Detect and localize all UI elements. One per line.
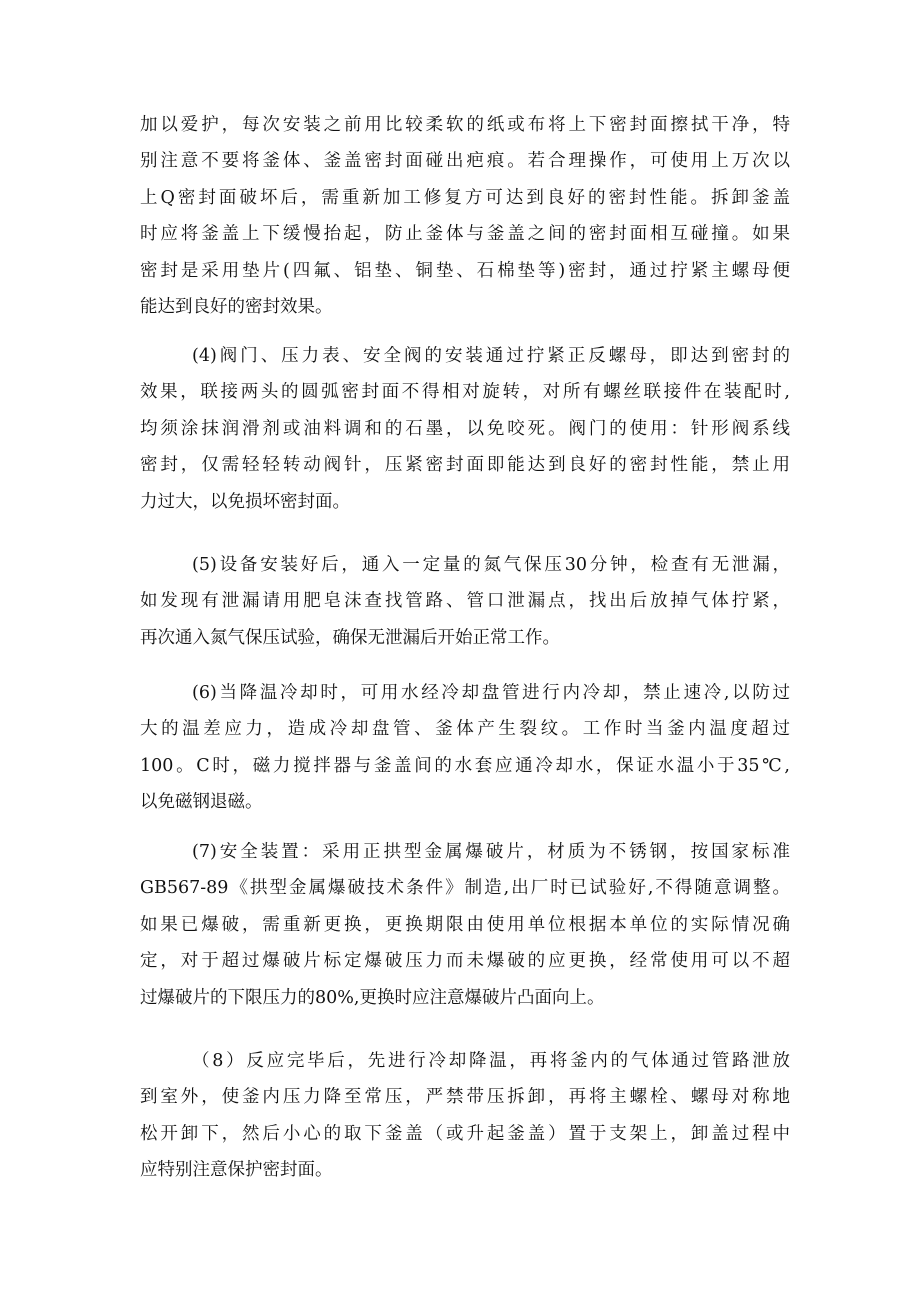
text-line: 以免磁钢退磁。 (140, 792, 263, 813)
text-line: 上Q密封面破坏后，需重新加工修复方可达到良好的密封性能。拆卸釜盖 (140, 187, 790, 208)
text-line: 100。C时，磁力搅拌器与釜盖间的水套应通冷却水，保证水温小于35℃, (140, 755, 790, 776)
text-line: 加以爱护，每次安装之前用比较柔软的纸或布将上下密封面擦拭干净，特 (140, 115, 790, 135)
paragraph-item-6 (140, 675, 790, 821)
text-line: 松开卸下，然后小心的取下釜盖（或升起釜盖）置于支架上，卸盖过程中 (140, 1123, 790, 1144)
text-line: 能达到良好的密封效果。 (140, 296, 333, 317)
text-line: 如发现有泄漏请用肥皂沫查找管路、管口泄漏点，找出后放掉气体拧紧， (140, 591, 790, 612)
paragraph-item-5 (140, 547, 790, 656)
text-line: 到室外，使釜内压力降至常压，严禁带压拆卸，再将主螺栓、螺母对称地 (140, 1087, 790, 1108)
text-line: 过爆破片的下限压力的80%,更换时应注意爆破片凸面向上。 (140, 987, 605, 1008)
text-line: 效果，联接两头的圆弧密封面不得相对旋转，对所有螺丝联接件在装配时, (140, 382, 790, 403)
text-line: GB567-89《拱型金属爆破技术条件》制造,出厂时已试验好,不得随意调整。 (140, 878, 790, 899)
text-line: (4)阀门、压力表、安全阀的安装通过拧紧正反螺母，即达到密封的 (192, 346, 790, 366)
text-line: 均须涂抹润滑剂或油料调和的石墨，以免咬死。阀门的使用：针形阀系线 (140, 418, 790, 439)
paragraph-sealing-care (140, 107, 790, 325)
text-line: 如果已爆破，需重新更换，更换期限由使用单位根据本单位的实际情况确 (140, 914, 790, 935)
text-line: (6)当降温冷却时，可用水经冷却盘管进行内冷却，禁止速冷,以防过 (192, 683, 790, 703)
text-line: 密封是采用垫片(四氟、铝垫、铜垫、石棉垫等)密封，通过拧紧主螺母便 (140, 260, 790, 281)
text-line: 别注意不要将釜体、釜盖密封面碰出疤痕。若合理操作，可使用上万次以 (140, 151, 790, 172)
text-line: (7)安全装置：采用正拱型金属爆破片，材质为不锈钢，按国家标准 (192, 842, 790, 862)
text-line: 密封，仅需轻轻转动阀针，压紧密封面即能达到良好的密封性能，禁止用 (140, 455, 790, 476)
text-line: 力过大，以免损坏密封面。 (140, 491, 350, 512)
text-line: 再次通入氮气保压试验，确保无泄漏后开始正常工作。 (140, 627, 560, 648)
text-line: 时应将釜盖上下缓慢抬起，防止釜体与釜盖之间的密封面相互碰撞。如果 (140, 224, 790, 245)
paragraph-item-4 (140, 338, 790, 520)
text-line: 定，对于超过爆破片标定爆破压力而未爆破的应更换，经常使用可以不超 (140, 951, 790, 972)
text-line: （8）反应完毕后，先进行冷却降温，再将釜内的气体通过管路泄放 (192, 1051, 790, 1071)
paragraph-item-8 (140, 1043, 790, 1189)
text-line: 应特别注意保护密封面。 (140, 1160, 333, 1181)
paragraph-item-7 (140, 834, 790, 1016)
text-line: (5)设备安装好后，通入一定量的氮气保压30分钟，检查有无泄漏， (192, 555, 790, 575)
text-line: 大的温差应力，造成冷却盘管、釜体产生裂纹。工作时当釜内温度超过 (140, 719, 790, 740)
